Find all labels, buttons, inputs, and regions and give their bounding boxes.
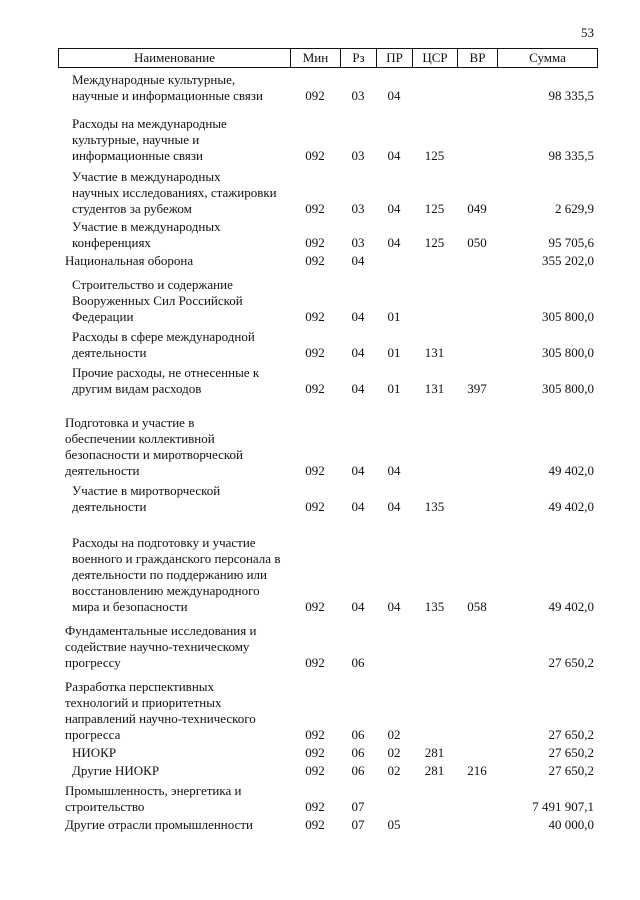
row-pr: 01 bbox=[387, 381, 401, 396]
row-sum: 7 491 907,1 bbox=[532, 799, 594, 814]
row-sum: 49 402,0 bbox=[548, 599, 594, 614]
row-csr: 125 bbox=[424, 235, 445, 250]
row-rz: 06 bbox=[351, 727, 365, 742]
row-min: 092 bbox=[305, 201, 325, 216]
row-rz: 06 bbox=[351, 655, 365, 670]
table-row bbox=[58, 779, 598, 815]
row-min: 092 bbox=[305, 727, 325, 742]
table-row bbox=[58, 397, 598, 479]
row-name: Международные культурные, научные и информационные связи bbox=[72, 72, 263, 103]
row-rz: 04 bbox=[351, 499, 365, 514]
row-name: Промышленность, энергетика и строительство bbox=[65, 783, 242, 814]
row-rz: 04 bbox=[351, 345, 365, 360]
row-sum: 305 800,0 bbox=[542, 381, 594, 396]
row-min: 092 bbox=[305, 745, 325, 760]
row-pr: 04 bbox=[387, 499, 401, 514]
row-pr: 04 bbox=[387, 148, 401, 163]
row-min: 092 bbox=[305, 817, 325, 832]
row-name: Другие НИОКР bbox=[72, 763, 160, 778]
row-vr: 216 bbox=[467, 763, 487, 778]
row-rz: 06 bbox=[351, 745, 365, 760]
row-name: Расходы на международные культурные, научные и информационные связи bbox=[72, 116, 227, 163]
header-vr: ВР bbox=[458, 49, 498, 67]
table-row bbox=[58, 815, 598, 833]
row-pr: 02 bbox=[387, 745, 401, 760]
row-sum: 98 335,5 bbox=[548, 88, 594, 103]
table-row bbox=[58, 217, 598, 251]
row-min: 092 bbox=[305, 799, 325, 814]
row-rz: 07 bbox=[351, 799, 365, 814]
row-pr: 05 bbox=[387, 817, 401, 832]
row-name: Прочие расходы, не отнесенные к другим видам расходов bbox=[72, 365, 260, 396]
row-min: 092 bbox=[305, 499, 325, 514]
row-sum: 305 800,0 bbox=[542, 345, 594, 360]
row-sum: 95 705,6 bbox=[548, 235, 594, 250]
row-name: Разработка перспективных технологий и приоритетных направлений научно-технического прогресса bbox=[65, 679, 256, 742]
row-csr: 281 bbox=[424, 745, 445, 760]
row-pr: 01 bbox=[387, 309, 401, 324]
row-pr: 04 bbox=[387, 88, 401, 103]
table-row bbox=[58, 479, 598, 515]
table-body bbox=[58, 70, 598, 833]
row-min: 092 bbox=[305, 235, 325, 250]
row-csr: 125 bbox=[424, 148, 445, 163]
row-sum: 98 335,5 bbox=[548, 148, 594, 163]
row-name: Фундаментальные исследования и содействие научно-техническому прогрессу bbox=[65, 623, 257, 670]
row-vr: 397 bbox=[467, 381, 487, 396]
row-sum: 27 650,2 bbox=[548, 727, 594, 742]
row-sum: 49 402,0 bbox=[548, 499, 594, 514]
table-row bbox=[58, 671, 598, 743]
header-csr: ЦСР bbox=[413, 49, 458, 67]
row-name: Расходы на подготовку и участие военного и гражданского персонала в деятельности по поддержанию или восстановлению международного мира и безопасности bbox=[72, 535, 281, 614]
row-min: 092 bbox=[305, 463, 325, 478]
table-row bbox=[58, 251, 598, 269]
table-header bbox=[58, 48, 598, 68]
row-rz: 03 bbox=[351, 88, 365, 103]
row-name: Участие в миротворческой деятельности bbox=[72, 483, 221, 514]
row-sum: 2 629,9 bbox=[555, 201, 594, 216]
row-csr: 135 bbox=[424, 499, 445, 514]
table-row bbox=[58, 325, 598, 361]
row-pr: 02 bbox=[387, 727, 401, 742]
header-sum: Сумма bbox=[529, 50, 566, 65]
row-csr: 125 bbox=[424, 201, 445, 216]
row-pr: 04 bbox=[387, 235, 401, 250]
table-row bbox=[58, 164, 598, 217]
table-row bbox=[58, 761, 598, 779]
row-min: 092 bbox=[305, 148, 325, 163]
row-rz: 04 bbox=[351, 253, 365, 268]
table-row bbox=[58, 269, 598, 325]
row-min: 092 bbox=[305, 599, 325, 614]
row-min: 092 bbox=[305, 381, 325, 396]
table-row bbox=[58, 615, 598, 671]
table-row bbox=[58, 743, 598, 761]
row-min: 092 bbox=[305, 763, 325, 778]
header-rz: Рз bbox=[341, 49, 377, 67]
header-name: Наименование bbox=[59, 49, 291, 67]
row-pr: 04 bbox=[387, 599, 401, 614]
row-rz: 07 bbox=[351, 817, 365, 832]
row-name: Участие в международных конференциях bbox=[72, 219, 221, 250]
row-min: 092 bbox=[305, 345, 325, 360]
row-vr: 049 bbox=[467, 201, 487, 216]
row-min: 092 bbox=[305, 253, 325, 268]
row-rz: 04 bbox=[351, 309, 365, 324]
row-pr: 04 bbox=[387, 463, 401, 478]
row-name: Подготовка и участие в обеспечении коллективной безопасности и миротворческой деятельности bbox=[65, 415, 244, 478]
row-rz: 04 bbox=[351, 381, 365, 396]
row-name: Участие в международных научных исследованиях, стажировки студентов за рубежом bbox=[72, 169, 277, 216]
row-sum: 40 000,0 bbox=[548, 817, 594, 832]
row-pr: 01 bbox=[387, 345, 401, 360]
row-pr: 04 bbox=[387, 201, 401, 216]
page-number: 53 bbox=[581, 25, 594, 40]
row-rz: 03 bbox=[351, 148, 365, 163]
row-csr: 131 bbox=[424, 345, 445, 360]
row-name: Национальная оборона bbox=[65, 253, 194, 268]
row-rz: 03 bbox=[351, 235, 365, 250]
table-row bbox=[58, 104, 598, 164]
table-row bbox=[58, 515, 598, 615]
row-vr: 058 bbox=[467, 599, 487, 614]
row-min: 092 bbox=[305, 309, 325, 324]
row-rz: 04 bbox=[351, 463, 365, 478]
row-rz: 06 bbox=[351, 763, 365, 778]
table-row bbox=[58, 361, 598, 397]
row-name: Строительство и содержание Вооруженных Сил Российской Федерации bbox=[72, 277, 243, 324]
row-sum: 49 402,0 bbox=[548, 463, 594, 478]
row-csr: 131 bbox=[424, 381, 445, 396]
row-sum: 27 650,2 bbox=[548, 763, 594, 778]
row-name: Расходы в сфере международной деятельности bbox=[72, 329, 255, 360]
row-vr: 050 bbox=[467, 235, 487, 250]
row-sum: 27 650,2 bbox=[548, 745, 594, 760]
row-rz: 04 bbox=[351, 599, 365, 614]
row-pr: 02 bbox=[387, 763, 401, 778]
row-sum: 27 650,2 bbox=[548, 655, 594, 670]
row-name: НИОКР bbox=[72, 745, 117, 760]
row-min: 092 bbox=[305, 88, 325, 103]
row-rz: 03 bbox=[351, 201, 365, 216]
row-min: 092 bbox=[305, 655, 325, 670]
row-sum: 305 800,0 bbox=[542, 309, 594, 324]
header-min: Мин bbox=[291, 49, 341, 67]
row-name: Другие отрасли промышленности bbox=[65, 817, 253, 832]
header-pr: ПР bbox=[377, 49, 413, 67]
table-row bbox=[58, 70, 598, 104]
row-sum: 355 202,0 bbox=[542, 253, 594, 268]
row-csr: 281 bbox=[424, 763, 445, 778]
row-csr: 135 bbox=[424, 599, 445, 614]
